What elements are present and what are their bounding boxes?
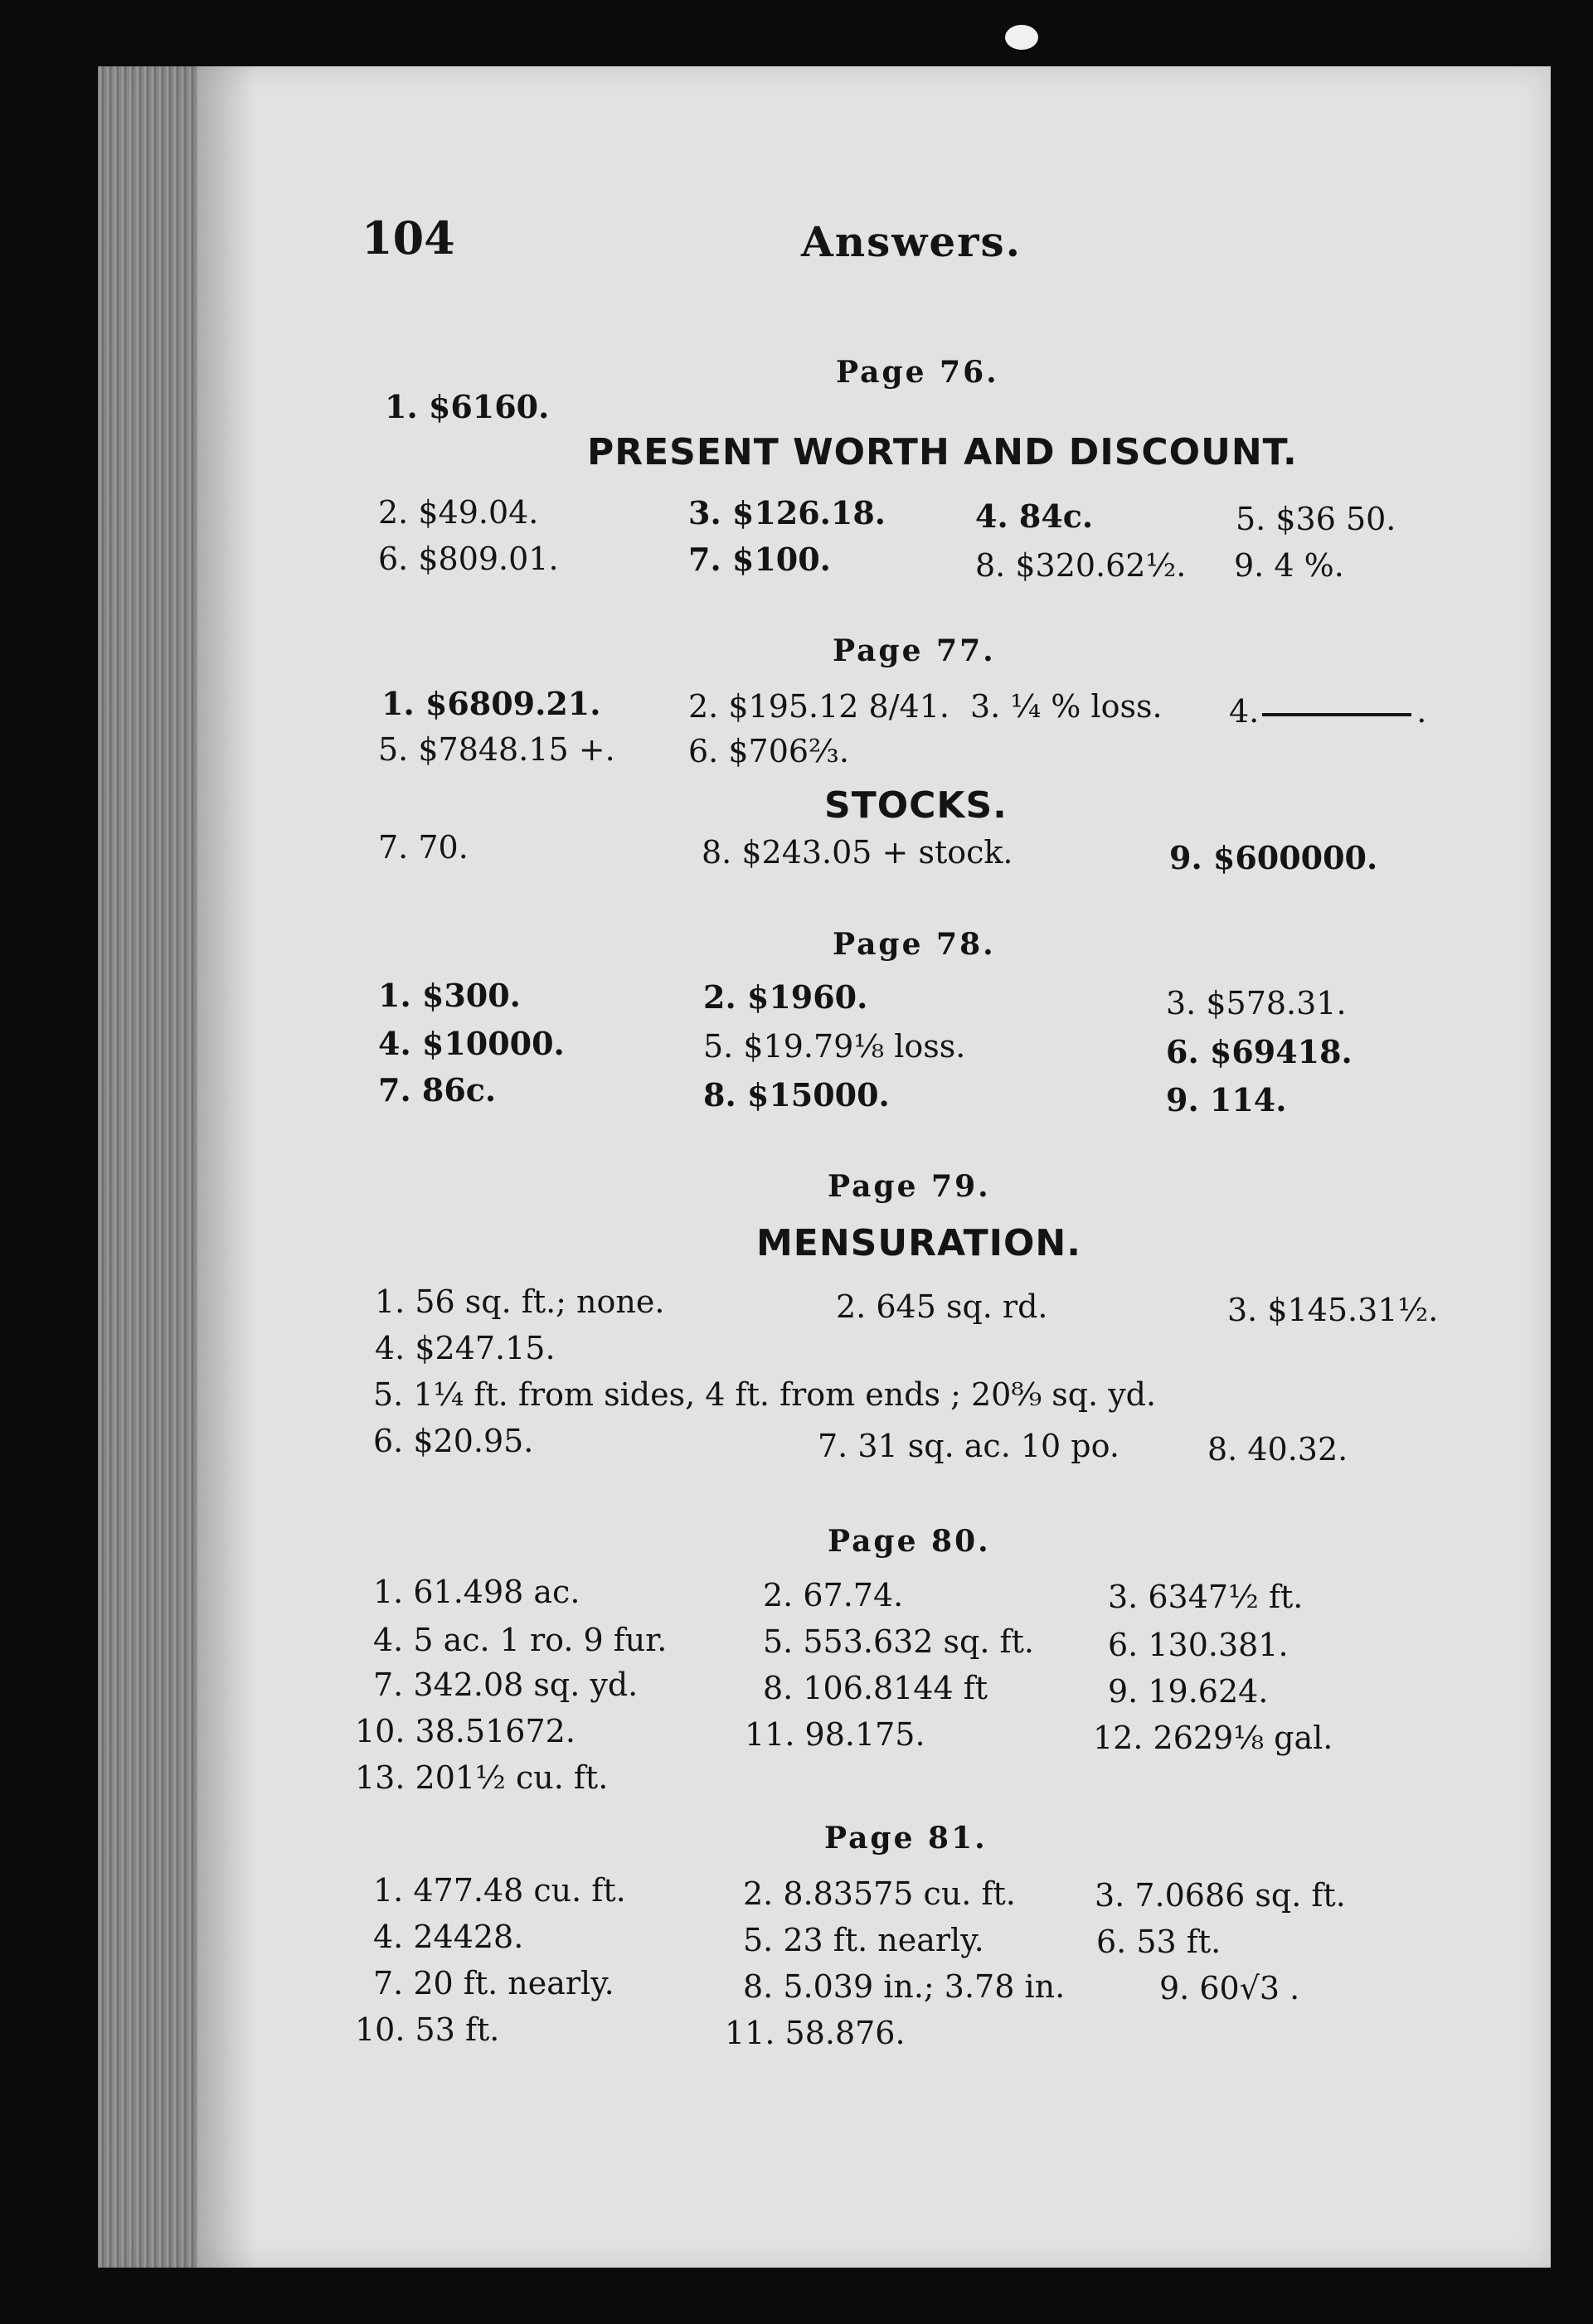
p79-answer-1: 1. 56 sq. ft.; none. — [375, 1283, 665, 1320]
p77-answer-4: 4. . — [1229, 693, 1427, 730]
p78-answer-7: 7. 86c. — [378, 1071, 497, 1109]
p80-answer-13: 13. 201½ cu. ft. — [355, 1759, 609, 1796]
blank-answer-line — [1262, 713, 1411, 716]
p81-answer-3: 3. 7.0686 sq. ft. — [1095, 1877, 1346, 1914]
p78-answer-8: 8. $15000. — [703, 1076, 890, 1113]
p78-answer-5: 5. $19.79⅛ loss. — [703, 1028, 966, 1065]
p81-answer-10: 10. 53 ft. — [355, 2011, 500, 2048]
p81-answer-8: 8. 5.039 in.; 3.78 in. — [743, 1968, 1066, 2005]
p81-answer-2: 2. 8.83575 cu. ft. — [743, 1875, 1016, 1912]
p80-answer-3: 3. 6347½ ft. — [1108, 1579, 1304, 1615]
page-77-label: Page 77. — [833, 633, 996, 668]
p80-answer-7: 7. 342.08 sq. yd. — [373, 1667, 639, 1703]
p79-answer-4: 4. $247.15. — [375, 1330, 556, 1366]
p78-answer-9: 9. 114. — [1166, 1081, 1287, 1118]
p79-answer-6: 6. $20.95. — [373, 1423, 534, 1459]
p76-answer-2: 2. $49.04. — [378, 494, 539, 531]
p77-answer-5: 5. $7848.15 +. — [378, 731, 615, 768]
running-head: Answers. — [801, 217, 1022, 266]
p76-answer-8: 8. $320.62½. — [975, 547, 1187, 584]
p78-answer-3: 3. $578.31. — [1166, 985, 1347, 1021]
p81-answer-5: 5. 23 ft. nearly. — [743, 1922, 984, 1958]
p80-answer-5: 5. 553.632 sq. ft. — [763, 1623, 1034, 1660]
p78-answer-2: 2. $1960. — [703, 978, 868, 1016]
p80-answer-6: 6. 130.381. — [1108, 1627, 1289, 1663]
p79-answer-5: 5. 1¼ ft. from sides, 4 ft. from ends ; 20⁸⁄₉ sq. yd. — [373, 1376, 1157, 1413]
page-80-label: Page 80. — [828, 1524, 991, 1559]
p78-answer-4: 4. $10000. — [378, 1025, 565, 1062]
p76-answer-3: 3. $126.18. — [688, 494, 886, 531]
p79-answer-8: 8. 40.32. — [1207, 1431, 1348, 1468]
p77-answer-2: 2. $195.12 8/41. — [688, 688, 949, 725]
p80-answer-1: 1. 61.498 ac. — [373, 1574, 580, 1610]
p80-answer-11: 11. 98.175. — [745, 1716, 925, 1753]
p77-answer-3: 3. ¼ % loss. — [970, 688, 1163, 725]
scan-mark — [1005, 25, 1038, 50]
p80-answer-2: 2. 67.74. — [763, 1577, 904, 1613]
p77-answer-9: 9. $600000. — [1169, 839, 1378, 876]
page-81-label: Page 81. — [824, 1821, 988, 1856]
p80-answer-8: 8. 106.8144 ft — [763, 1670, 988, 1706]
p76-answer-6: 6. $809.01. — [378, 541, 559, 577]
p81-answer-1: 1. 477.48 cu. ft. — [373, 1872, 626, 1909]
p81-answer-11: 11. 58.876. — [725, 2015, 906, 2051]
page-78-label: Page 78. — [833, 927, 996, 962]
p76-answer-7: 7. $100. — [688, 541, 831, 578]
p81-answer-4: 4. 24428. — [373, 1919, 524, 1955]
p76-answer-5: 5. $36 50. — [1236, 501, 1396, 537]
p76-answer-4: 4. 84c. — [975, 497, 1094, 535]
p80-answer-10: 10. 38.51672. — [355, 1713, 576, 1749]
page-binding-edge — [98, 66, 197, 2268]
p77-answer-4-number: 4. — [1229, 693, 1260, 730]
section-heading-present-worth: PRESENT WORTH AND DISCOUNT. — [587, 431, 1298, 473]
section-heading-stocks: STOCKS. — [824, 784, 1008, 827]
section-heading-mensuration: MENSURATION. — [756, 1222, 1081, 1264]
binding-shadow — [197, 66, 255, 2268]
p76-answer-1: 1. $6160. — [385, 388, 550, 425]
p80-answer-9: 9. 19.624. — [1108, 1673, 1269, 1710]
p81-answer-7: 7. 20 ft. nearly. — [373, 1965, 614, 2001]
p77-answer-1: 1. $6809.21. — [381, 685, 601, 722]
p81-answer-9: 9. 60√3 . — [1159, 1970, 1300, 2006]
p78-answer-6: 6. $69418. — [1166, 1033, 1353, 1070]
page-number: 104 — [362, 211, 455, 264]
p78-answer-1: 1. $300. — [378, 977, 521, 1014]
p77-answer-8: 8. $243.05 + stock. — [702, 834, 1013, 871]
p81-answer-6: 6. 53 ft. — [1096, 1924, 1221, 1960]
p77-answer-7: 7. 70. — [378, 829, 469, 866]
p79-answer-2: 2. 645 sq. rd. — [836, 1288, 1048, 1325]
p80-answer-4: 4. 5 ac. 1 ro. 9 fur. — [373, 1622, 668, 1658]
p77-answer-6: 6. $706⅔. — [688, 733, 849, 769]
page-76-label: Page 76. — [836, 355, 999, 390]
p76-answer-9: 9. 4 %. — [1234, 547, 1344, 584]
p79-answer-3: 3. $145.31½. — [1227, 1292, 1439, 1328]
page-79-label: Page 79. — [828, 1169, 991, 1204]
p80-answer-12: 12. 2629⅛ gal. — [1093, 1720, 1333, 1756]
p79-answer-7: 7. 31 sq. ac. 10 po. — [818, 1428, 1119, 1464]
